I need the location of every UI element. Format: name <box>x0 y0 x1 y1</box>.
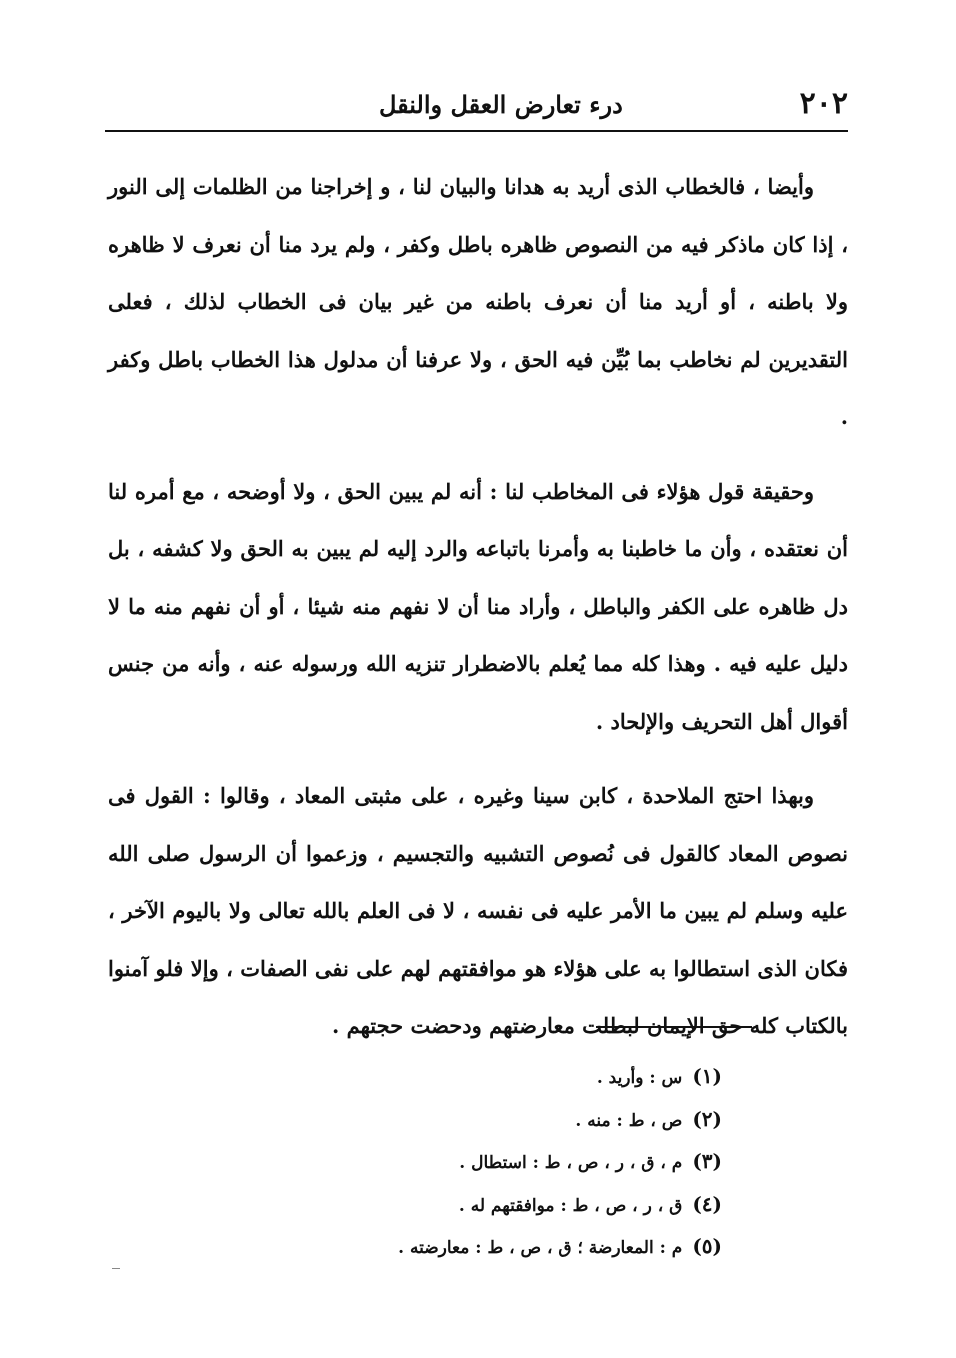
footnote-text: ق ، ر ، ص ، ط : موافقتهم له . <box>458 1195 683 1216</box>
paragraph: وبهذا احتج الملاحدة ، كابن سينا وغيره ، على مثبتى المعاد ، وقالوا : القول فى نصوص المعاد كالقول فى نُصوص التشبيه والتجسيم ، وزعموا أن الرسول صلى الله عليه وسلم لم يبين ما الأمر عليه فى نفسه ، لا فى العلم بالله تعالى ولا باليوم الآخر ، فكان الذى استطالوا به على هؤلاء هو موافقتهم لهم على نفى الصفات ، وإلا فلو آمنوا بالكتاب كله حق الإيمان لبطلت معارضتهم ودحضت حجتهم . <box>108 783 848 1038</box>
footnote-text: م ، ق ، ر ، ص ، ط : استطال . <box>459 1153 683 1173</box>
page-number: ٢٠٢ <box>799 86 848 121</box>
footnote <box>302 1099 722 1142</box>
paragraph: وحقيقة قول هؤلاء فى المخاطب لنا : أنه لم يبين الحق ، ولا أوضحه ، مع أمره لنا أن نعتقده ، وأن ما خاطبنا به وأمرنا باتباعه والرد إليه لم يبين به الحق ولا كشفه ، بل دل ظاهره على الكفر والباطل ، وأراد منا أن لا نفهم منه شيئا ، أو أن نفهم منه ما لا دليل عليه فيه . وهذا كله مما يُعلم بالاضطرار تنزيه الله ورسوله عنه ، وأنه من جنس أقوال أهل التحريف والإلحاد . <box>108 478 848 734</box>
footnote-separator <box>596 1026 752 1028</box>
footnote-mark: (٥) <box>692 1234 722 1258</box>
footnote <box>302 1226 722 1269</box>
scan-mark <box>112 1268 120 1269</box>
footnote-mark: (٣) <box>692 1149 722 1173</box>
footnotes <box>302 1056 722 1269</box>
paragraph: وأيضا ، فالخطاب الذى أريد به هدانا والبيان لنا ، و إخراجنا من الظلمات إلى النور ، إذا كان ماذكر فيه من النصوص ظاهره باطل وكفر ، ولم يرد منا أن نعرف لا ظاهره ولا باطنه ، أو أريد منا أن نعرف باطنه من غير بيان فى الخطاب لذلك ، فعلى التقديرين لم نخاطب بما بُيِّن فيه الحق ، ولا عرفنا أن مدلول هذا الخطاب باطل وكفر . <box>108 174 848 429</box>
footnote-mark: (٢) <box>692 1106 722 1131</box>
body-text <box>108 158 848 1072</box>
page-header <box>105 82 848 132</box>
footnote <box>302 1056 722 1099</box>
footnote-mark: (١) <box>692 1064 722 1088</box>
footnote-text: م : المعارضة ؛ ق ، ص ، ط : معارضته . <box>398 1238 683 1258</box>
footnote <box>302 1141 722 1184</box>
footnote-text: س : وأريد . <box>596 1068 683 1088</box>
footnote-mark: (٤) <box>692 1191 722 1216</box>
footnote-text: ص ، ط : منه . <box>575 1110 683 1131</box>
running-title: درء تعارض العقل والنقل <box>378 90 623 119</box>
footnote <box>302 1184 722 1227</box>
